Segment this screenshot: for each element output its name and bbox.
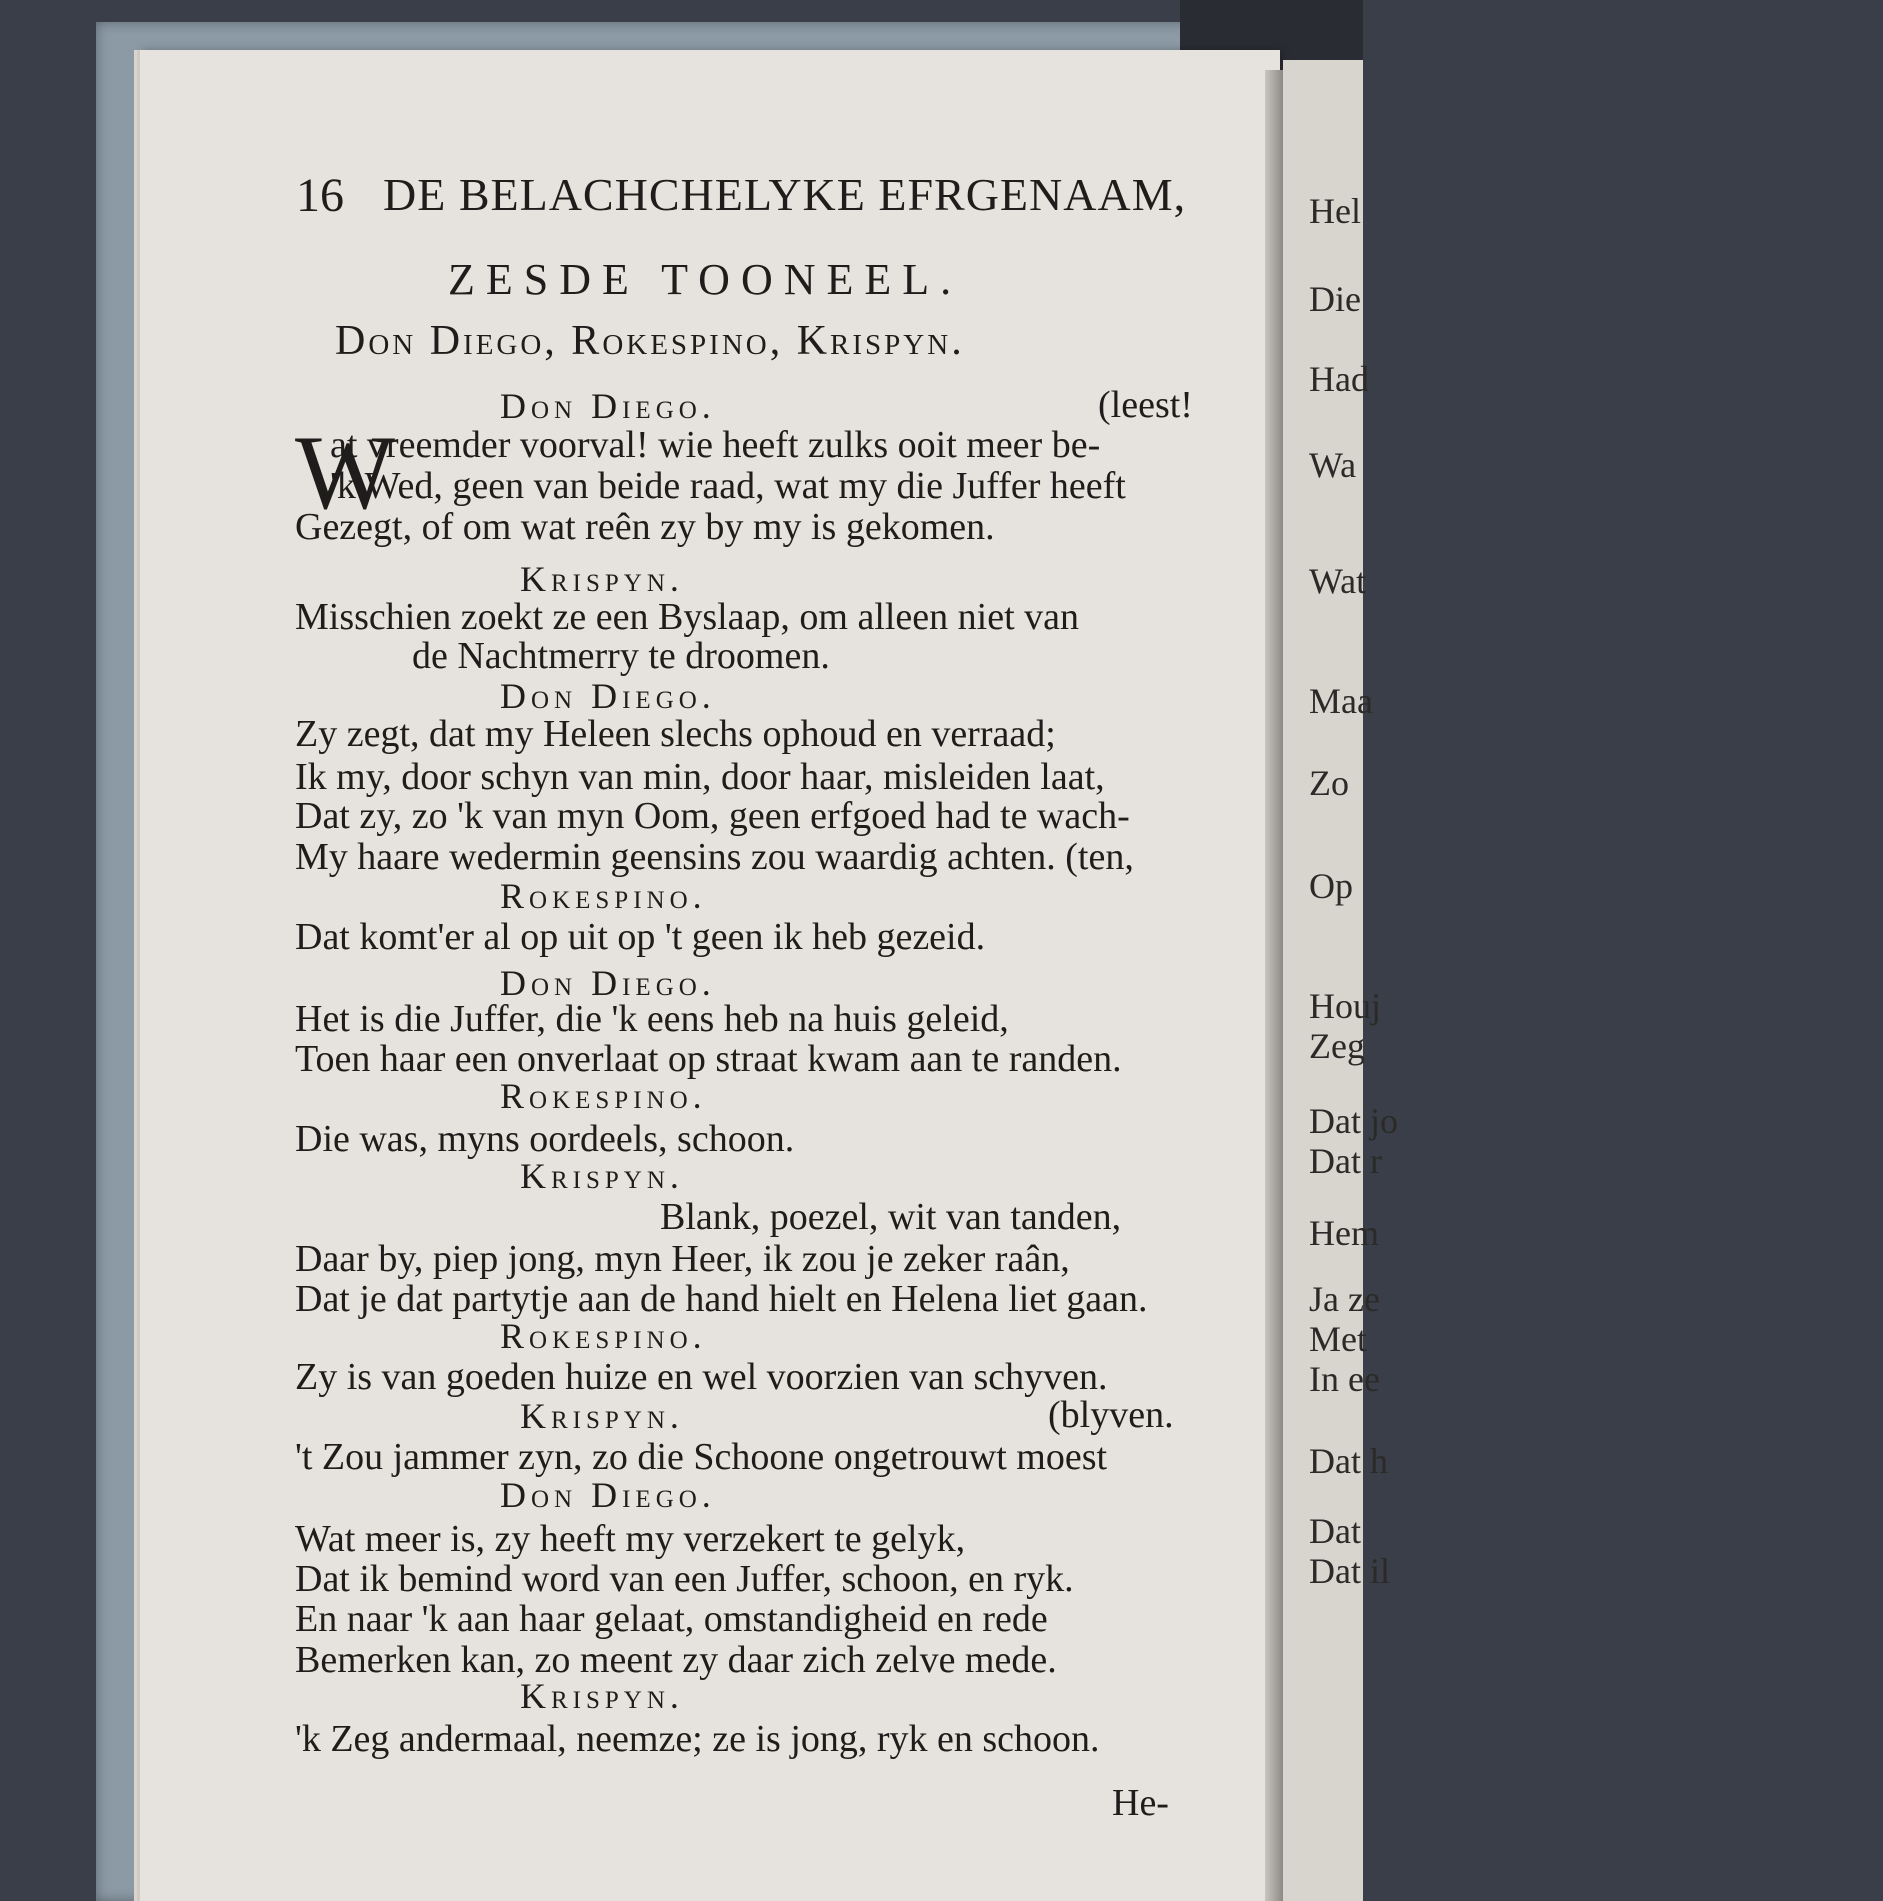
facing-page-fragment: Houj <box>1309 986 1381 1026</box>
page-number: 16 <box>296 169 344 222</box>
facing-page-fragment: In ee <box>1309 1359 1380 1399</box>
verse-line: Gezegt, of om wat reên zy by my is gekomen. <box>295 506 995 548</box>
facing-page-fragment: Dat r <box>1309 1141 1382 1181</box>
cast-list: Don Diego, Rokespino, Krispyn. <box>335 318 965 364</box>
speaker-name: Don Diego. <box>500 1475 716 1515</box>
facing-page-fragment: Zo <box>1309 763 1349 803</box>
verse-line: 'k Wed, geen van beide raad, wat my die Juffer heeft <box>330 465 1126 507</box>
catchword: He- <box>1112 1782 1169 1824</box>
facing-page-fragment: Die <box>1309 279 1361 319</box>
speaker-name: Rokespino. <box>500 876 707 916</box>
facing-page-fragment: Had <box>1309 359 1369 399</box>
drop-capital: W <box>295 414 396 531</box>
verse-line: Blank, poezel, wit van tanden, <box>660 1196 1122 1238</box>
facing-page-fragment: Dat h <box>1309 1441 1388 1481</box>
verse-line: Dat komt'er al op uit op 't geen ik heb gezeid. <box>295 916 986 958</box>
verse-line: Zy is van goeden huize en wel voorzien van schyven. <box>295 1356 1108 1398</box>
facing-page-fragment: Maa <box>1309 681 1373 721</box>
stage-aside: (leest! <box>1098 384 1193 426</box>
speaker-name: Don Diego. <box>500 963 716 1003</box>
facing-page-fragment: Wat <box>1309 561 1367 601</box>
verse-line: My haare wedermin geensins zou waardig achten. (ten, <box>295 836 1134 878</box>
verse-line: Misschien zoekt ze een Byslaap, om alleen niet van <box>295 596 1080 638</box>
verse-line: Dat zy, zo 'k van myn Oom, geen erfgoed had te wach- <box>295 795 1130 837</box>
speaker-name: Krispyn. <box>520 1156 684 1196</box>
speaker-name: Krispyn. <box>520 559 684 599</box>
verse-line: Bemerken kan, zo meent zy daar zich zelve mede. <box>295 1639 1057 1681</box>
scene-title: ZESDE TOONEEL. <box>448 255 963 304</box>
speaker-name: Rokespino. <box>500 1076 707 1116</box>
speaker-name: Krispyn. <box>520 1396 684 1436</box>
verse-line: Dat ik bemind word van een Juffer, schoon, en ryk. <box>295 1558 1074 1600</box>
facing-page-fragment: Met <box>1309 1319 1367 1359</box>
verse-line: Ik my, door schyn van min, door haar, misleiden laat, <box>295 756 1105 798</box>
verse-line: Het is die Juffer, die 'k eens heb na huis geleid, <box>295 998 1009 1040</box>
speaker-name: Rokespino. <box>500 1316 707 1356</box>
facing-page-fragment: Dat <box>1309 1511 1361 1551</box>
verse-line: Dat je dat partytje aan de hand hielt en Helena liet gaan. <box>295 1278 1148 1320</box>
speaker-name: Don Diego. <box>500 386 716 426</box>
verse-line: 't Zou jammer zyn, zo die Schoone ongetrouwt moest <box>295 1436 1108 1478</box>
verse-line: 'k Zeg andermaal, neemze; ze is jong, ryk en schoon. <box>295 1718 1100 1760</box>
facing-page-fragment: Dat jo <box>1309 1101 1398 1141</box>
verse-line: Daar by, piep jong, myn Heer, ik zou je zeker raân, <box>295 1238 1070 1280</box>
facing-page-fragment: Dat il <box>1309 1551 1390 1591</box>
facing-page-fragment: Zeg <box>1309 1026 1365 1066</box>
facing-page-fragment: Wa <box>1309 445 1357 485</box>
stage-aside: (blyven. <box>1048 1394 1174 1436</box>
facing-page-fragment: Hel <box>1309 191 1361 231</box>
facing-page-fragment: Hem <box>1309 1213 1379 1253</box>
verse-line: de Nachtmerry te droomen. <box>412 635 830 677</box>
speaker-name: Don Diego. <box>500 676 716 716</box>
facing-page-fragment: Op <box>1309 866 1353 906</box>
verse-line: at vreemder voorval! wie heeft zulks ooit meer be- <box>330 424 1101 466</box>
speaker-name: Krispyn. <box>520 1676 684 1716</box>
facing-page-fragment: Ja ze <box>1309 1279 1380 1319</box>
verse-line: Toen haar een onverlaat op straat kwam aan te randen. <box>295 1038 1122 1080</box>
verse-line: En naar 'k aan haar gelaat, omstandigheid en rede <box>295 1598 1048 1640</box>
verse-line: Wat meer is, zy heeft my verzekert te gelyk, <box>295 1518 966 1560</box>
verse-line: Die was, myns oordeels, schoon. <box>295 1118 795 1160</box>
verse-line: Zy zegt, dat my Heleen slechs ophoud en verraad; <box>295 713 1056 755</box>
running-title: DE BELACHCHELYKE EFRGENAAM, <box>383 169 1187 220</box>
